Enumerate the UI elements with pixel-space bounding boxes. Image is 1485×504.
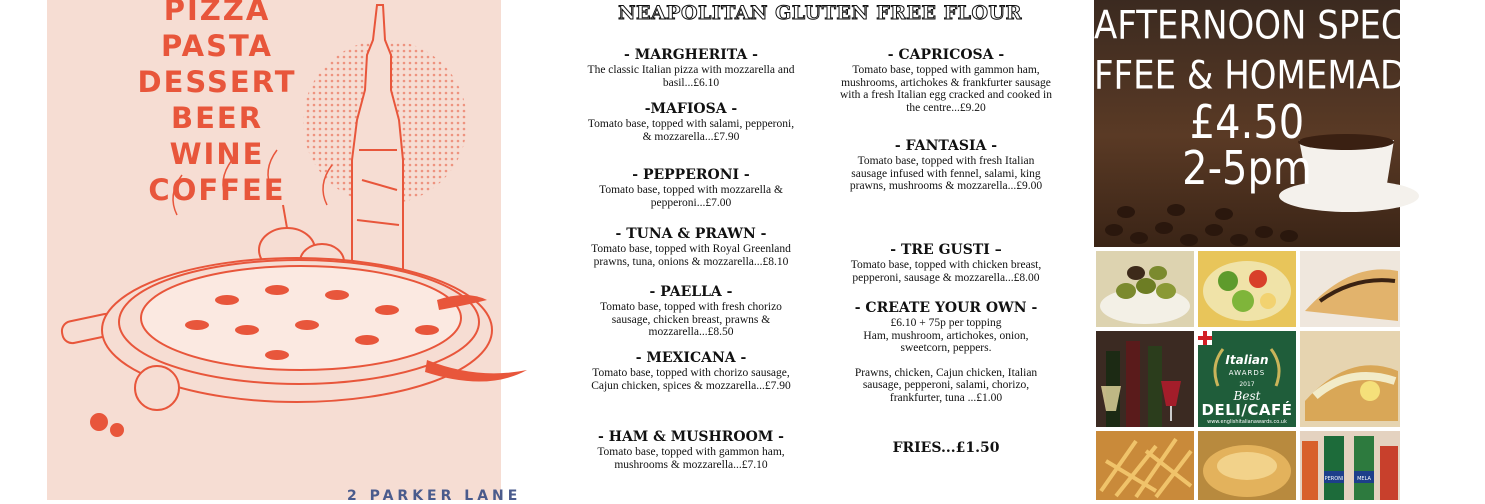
item-name: - TUNA & PRAWN - [615, 226, 767, 242]
item-description: Tomato base, topped with salami, pepperoni, & mozzarella...£7.90 [587, 118, 795, 143]
olives-icon [1096, 251, 1194, 327]
wine-bottles-icon [1096, 331, 1194, 427]
menu-item-capricosa [826, 47, 1066, 114]
award-line: AWARDS [1228, 369, 1266, 377]
poster-word: BEER [170, 101, 264, 135]
poster-word: COFFEE [148, 173, 286, 207]
item-description: Tomato base, topped with gammon ham, mushrooms, artichokes & frankfurter sausage with a fresh Italian egg cracked and cooked in the centre...£9.20 [839, 64, 1053, 114]
poster-word: PASTA [161, 29, 273, 63]
coffee-beans [1105, 204, 1298, 246]
menu-item-mexicana [571, 350, 811, 392]
item-description: The classic Italian pizza with mozzarella and basil...£6.10 [587, 64, 795, 89]
menu-item-tre-gusti [826, 242, 1066, 284]
poster-word: DESSERT [137, 65, 297, 99]
menu-item-pepperoni [571, 167, 811, 209]
poster-category-list [47, 0, 387, 208]
item-description: Tomato base, topped with fresh chorizo sausage, chicken breast, prawns & mozzarella...£8.50 [600, 301, 782, 338]
award-url: www.englishitalianawards.co.uk [1207, 419, 1287, 425]
crepe-icon [1300, 251, 1400, 327]
menu-item-create-your-own [826, 300, 1066, 404]
item-name: FRIES...£1.50 [892, 440, 1000, 456]
beer-bottles-photo [1300, 431, 1400, 500]
pastry-photo [1198, 431, 1296, 500]
fries-photo [1096, 431, 1194, 500]
item-name: - MEXICANA - [635, 350, 747, 366]
menu-heading: NEAPOLITAN GLUTEN FREE FLOUR [618, 2, 1022, 24]
item-name: - TRE GUSTI – [890, 242, 1002, 258]
item-description: Tomato base, topped with Royal Greenland prawns, tuna, onions & mozzarella...£8.10 [591, 243, 791, 268]
wine-photo [1096, 331, 1194, 427]
item-description: Tomato base, topped with fresh Italian sausage infused with fennel, salami, king prawns, mushrooms & mozzarella...£9.00 [849, 155, 1043, 192]
item-name: - FANTASIA - [894, 138, 998, 154]
item-name: - CREATE YOUR OWN - [854, 300, 1038, 316]
tomato-icon [91, 366, 179, 436]
promo-title: AFTERNOON SPECIAL [1094, 3, 1457, 49]
olives-photo [1096, 251, 1194, 327]
item-description: £6.10 + 75p per topping Ham, mushroom, artichokes, onion, sweetcorn, peppers. Prawns, chicken, Cajun chicken, Italian sausage, pepperoni, salami, chorizo, frankfurter, tuna ...£1.00 [854, 317, 1038, 404]
poster-word: PIZZA [163, 0, 271, 27]
item-name: - MARGHERITA - [624, 47, 758, 63]
beer-bottles-icon [1300, 431, 1400, 500]
poster-word: WINE [169, 137, 265, 171]
pastry-icon [1198, 431, 1296, 500]
promo-price: £4.50 [1189, 96, 1305, 150]
salad-photo [1198, 251, 1296, 327]
item-name: - HAM & MUSHROOM - [598, 429, 784, 445]
menu-item-ham-mushroom [571, 429, 811, 471]
salad-icon [1198, 251, 1296, 327]
beer-label-peroni: PERONI [1324, 476, 1344, 482]
poster-address: 2 PARKER LANE [347, 488, 522, 504]
item-name: - PAELLA - [649, 284, 733, 300]
menu-item-margherita [571, 47, 811, 89]
menu-item-fries [826, 440, 1066, 456]
item-name: -MAFIOSA - [644, 101, 738, 117]
sandwich-icon [1300, 331, 1400, 427]
beer-label-mela: MELA [1357, 476, 1371, 482]
item-description: Tomato base, topped with chorizo sausage, Cajun chicken, spices & mozzarella...£7.90 [591, 367, 791, 392]
item-description: Tomato base, topped with mozzarella & pepperoni...£7.00 [599, 184, 783, 209]
item-name: - CAPRICOSA - [887, 47, 1005, 63]
crepe-photo [1300, 251, 1400, 327]
award-title: DELI/CAFÉ [1201, 401, 1293, 419]
item-description: Tomato base, topped with gammon ham, mushrooms & mozzarella...£7.10 [597, 446, 785, 471]
poster-panel [47, 0, 522, 504]
promo-subtitle: FFEE & HOMEMADE CA [1094, 53, 1485, 99]
menu-item-mafiosa [571, 101, 811, 143]
item-description: Tomato base, topped with chicken breast, pepperoni, sausage & mozzarella...£8.00 [850, 259, 1042, 284]
award-line: 2017 [1239, 381, 1255, 388]
fries-icon [1096, 431, 1194, 500]
menu-item-tuna-prawn [571, 226, 811, 268]
afternoon-special-banner [1094, 0, 1485, 247]
item-name: - PEPPERONI - [632, 167, 750, 183]
menu-item-paella [571, 284, 811, 339]
menu-item-fantasia [826, 138, 1066, 193]
sandwich-photo [1300, 331, 1400, 427]
award-line: Italian [1225, 353, 1269, 367]
promo-hours: 2-5pm [1182, 142, 1312, 196]
best-deli-cafe-award [1198, 331, 1296, 427]
award-line: Best [1233, 389, 1261, 403]
